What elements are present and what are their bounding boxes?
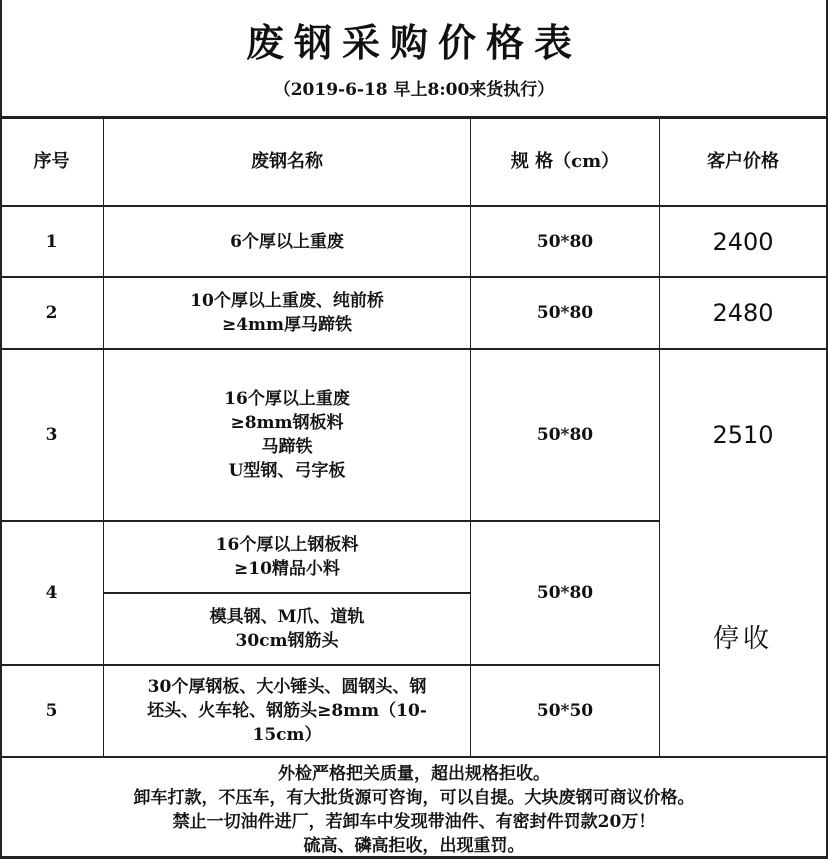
row5-name-line: 坯头、火车轮、钢筋头≥8mm（10- (147, 701, 427, 721)
row5-spec: 50*50 (536, 701, 594, 721)
row4-spec: 50*80 (536, 583, 594, 603)
row1-name-line: 6个厚以上重废 (230, 231, 344, 252)
col-header-name: 废钢名称 (251, 150, 323, 172)
row3-name (104, 350, 470, 520)
row1-spec: 50*80 (536, 231, 594, 252)
row1-name (104, 207, 470, 276)
row5-name (104, 666, 470, 756)
row5-bottom-rule (0, 756, 828, 758)
row4-name-line: 模具钢、M爪、道轨 (209, 607, 365, 627)
page-title: 废钢采购价格表 (245, 20, 582, 65)
col-header-spec: 规 格（cm） (510, 150, 620, 172)
row5-name-line: 30个厚钢板、大小锤头、圆钢头、钢 (147, 677, 427, 697)
row4-no: 4 (45, 583, 58, 603)
stop-receiving-cell: 停收 (712, 624, 773, 654)
row2-name-line: 10个厚以上重废、纯前桥 (190, 291, 384, 311)
row2-no: 2 (45, 303, 58, 323)
row1-no: 1 (45, 231, 58, 252)
note-line: 禁止一切油件进厂，若卸车中发现带油件、有密封件罚款20万！ (172, 812, 656, 832)
row4-name-line: 30cm钢筋头 (235, 631, 339, 651)
row2-name-line: ≥4mm厚马蹄铁 (221, 315, 353, 335)
row3-no: 3 (45, 425, 58, 445)
note-line: 外检严格把关质量，超出规格拒收。 (278, 764, 550, 784)
row5-no: 5 (45, 701, 58, 721)
row2-name (104, 278, 470, 348)
col-header-no: 序号 (33, 150, 70, 172)
row4-name-line: ≥10精品小料 (234, 559, 340, 579)
row5-name-line: 15cm） (252, 725, 322, 745)
note-line: 硫高、磷高拒收，出现重罚。 (303, 836, 525, 856)
row3-name-line: U型钢、弓字板 (228, 461, 346, 481)
col-header-price: 客户价格 (707, 150, 779, 172)
row4-name-b (104, 594, 470, 664)
row1-price: 2400 (712, 227, 774, 256)
row3-name-line: 马蹄铁 (261, 437, 313, 457)
page-subtitle: （2019-6-18 早上8:00来货执行） (273, 80, 555, 100)
note-line: 卸车打款，不压车，有大批货源可咨询，可以自提。大块废钢可商议价格。 (133, 788, 695, 808)
row4-name-a (104, 522, 470, 592)
row2-price: 2480 (712, 299, 774, 327)
row3-price: 2510 (712, 421, 774, 449)
row4-name-line: 16个厚以上钢板料 (215, 535, 359, 555)
row3-spec: 50*80 (536, 425, 594, 445)
notes-block (0, 762, 828, 858)
row3-name-line: ≥8mm钢板料 (230, 413, 344, 433)
row2-spec: 50*80 (536, 303, 594, 323)
row3-name-line: 16个厚以上重废 (224, 389, 350, 409)
